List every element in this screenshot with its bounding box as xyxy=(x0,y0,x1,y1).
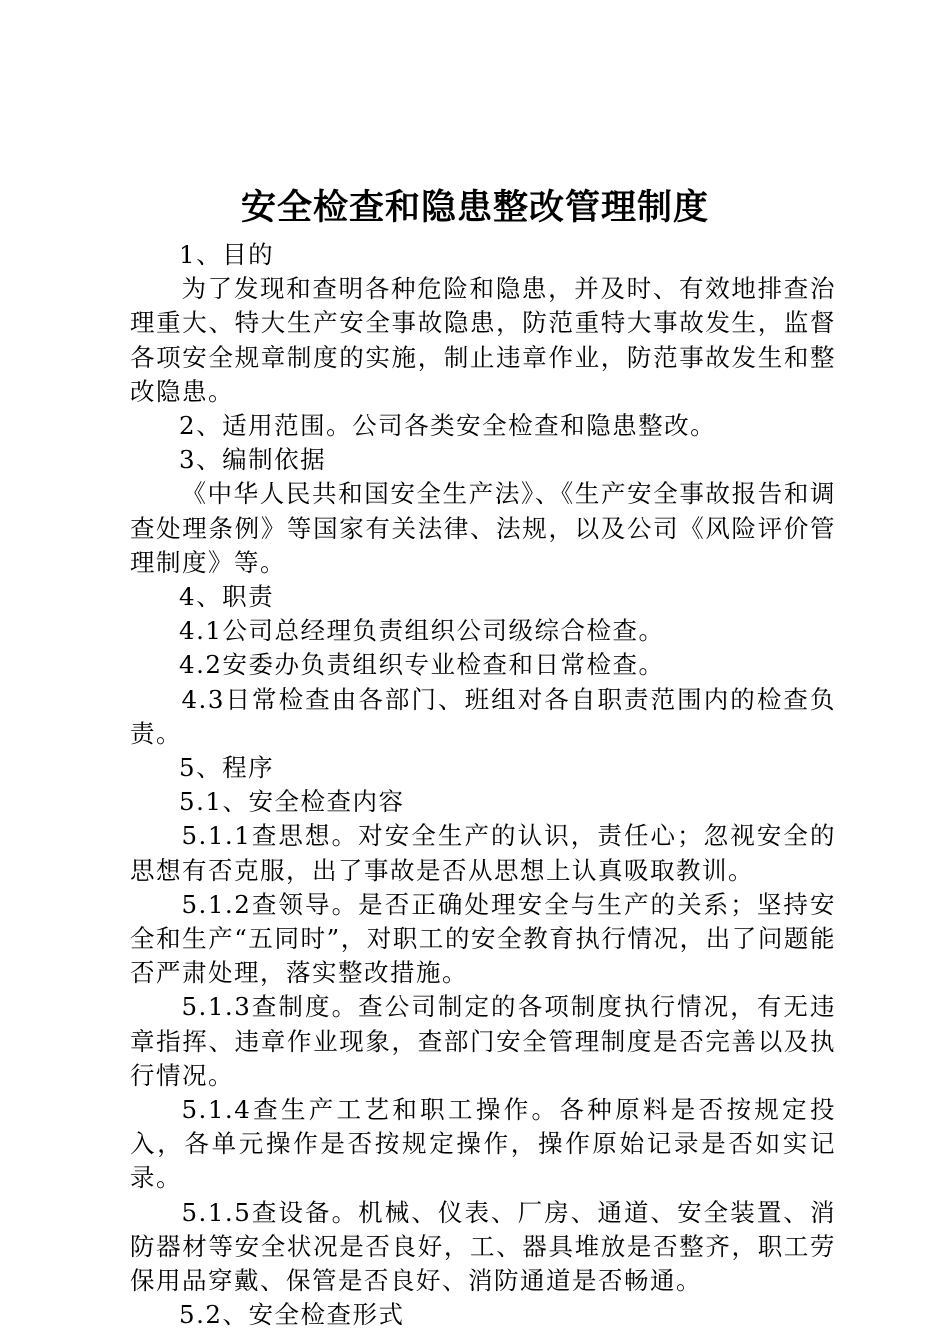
subsection-heading-5-1: 5.1、安全检查内容 xyxy=(179,787,405,817)
section-heading-procedure: 5、程序 xyxy=(179,753,275,783)
paragraph-duty-4-2: 4.2安委办负责组织专业检查和日常检查。 xyxy=(179,650,665,680)
paragraph-5-1-2: 5.1.2查领导。是否正确处理安全与生产的关系；坚持安全和生产“五同时”，对职工的安全教育执行情况，出了问题能否严肃处理，落实整改措施。 xyxy=(130,889,836,988)
paragraph-scope: 2、适用范围。公司各类安全检查和隐患整改。 xyxy=(179,411,717,441)
paragraph-5-1-4: 5.1.4查生产工艺和职工操作。各种原料是否按规定投入，各单元操作是否按规定操作，操作原始记录是否如实记录。 xyxy=(130,1095,836,1193)
paragraph-basis: 《中华人民共和国安全生产法》、《生产安全事故报告和调查处理条例》等国家有关法律、法规，以及公司《风险评价管理制度》等。 xyxy=(130,479,836,577)
document-title: 安全检查和隐患整改管理制度 xyxy=(240,188,709,228)
section-heading-duties: 4、职责 xyxy=(179,582,275,612)
paragraph-duty-4-3: 4.3日常检查由各部门、班组对各自职责范围内的检查负责。 xyxy=(130,684,836,748)
paragraph-5-1-5: 5.1.5查设备。机械、仪表、厂房、通道、安全装置、消防器材等安全状况是否良好，工、器具堆放是否整齐，职工劳保用品穿戴、保管是否良好、消防通道是否畅通。 xyxy=(130,1197,836,1296)
section-heading-basis: 3、编制依据 xyxy=(179,445,327,475)
subsection-heading-5-2: 5.2、安全检查形式 xyxy=(179,1300,405,1330)
paragraph-5-1-1: 5.1.1查思想。对安全生产的认识，责任心；忽视安全的思想有否克服，出了事故是否从思想上认真吸取教训。 xyxy=(130,821,836,885)
section-heading-purpose: 1、目的 xyxy=(179,240,275,269)
document-body xyxy=(130,238,836,1333)
paragraph-purpose: 为了发现和查明各种危险和隐患，并及时、有效地排查治理重大、特大生产安全事故隐患，防范重特大事故发生，监督各项安全规章制度的实施，制止违章作业，防范事故发生和整改隐患。 xyxy=(130,274,836,406)
paragraph-duty-4-1: 4.1公司总经理负责组织公司级综合检查。 xyxy=(179,616,665,646)
paragraph-5-1-3: 5.1.3查制度。查公司制定的各项制度执行情况，有无违章指挥、违章作业现象，查部门安全管理制度是否完善以及执行情况。 xyxy=(130,992,836,1090)
